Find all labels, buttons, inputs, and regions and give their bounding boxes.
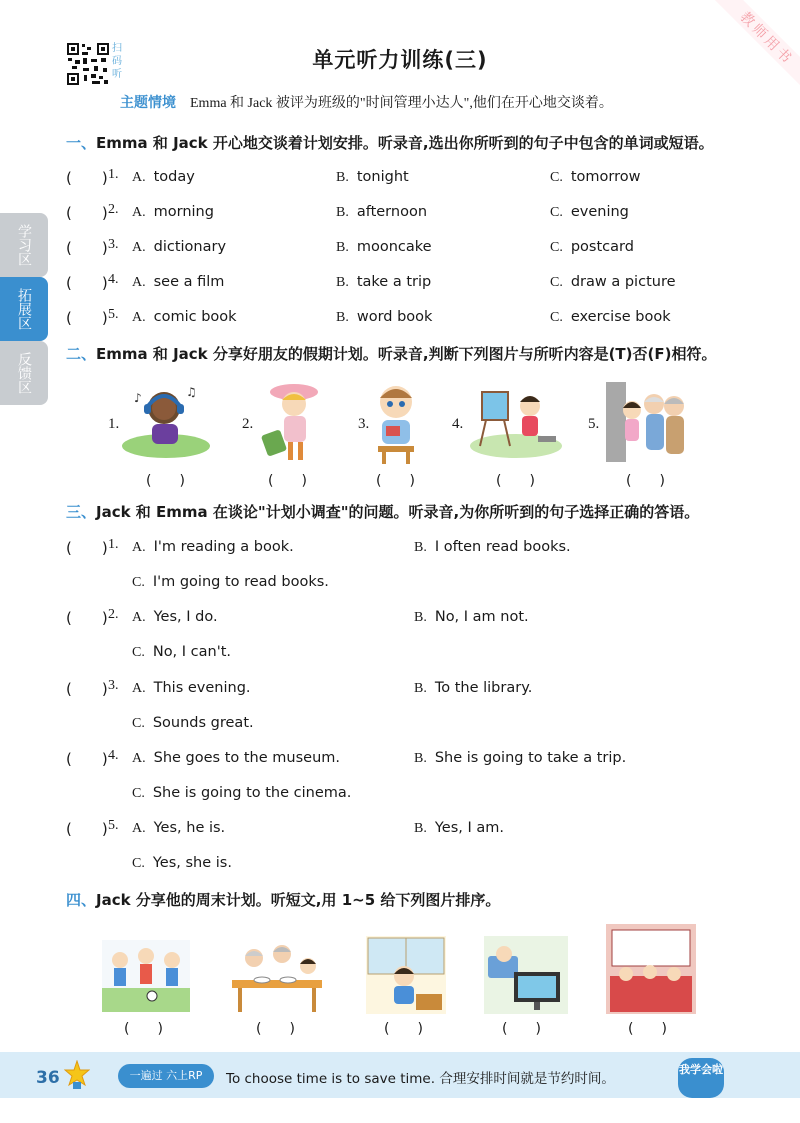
svg-text:♪: ♪ [134,391,142,405]
option-c: C. exercise book [550,309,671,325]
boy-at-home-icon [366,936,446,1014]
section1-instruction: Emma 和 Jack 开心地交谈着计划安排。听录音,选出你所听到的句子中包含的单词或短语。 [96,134,714,152]
question-number: 1. [108,167,119,182]
section3-item-c [66,642,766,664]
section1-number: 一、 [66,134,97,152]
answer-blank[interactable]: ( ) [256,1021,295,1037]
side-tab-extend[interactable]: 拓展区 [0,277,48,341]
answer-blank[interactable]: ( ) [146,473,185,489]
option-b: B. tonight [336,169,409,185]
answer-blank[interactable]: ( ) [502,1021,541,1037]
girl-painting-icon [468,384,564,462]
qr-label: 扫码听 [112,43,122,80]
option-c: C. No, I can't. [132,644,231,660]
answer-blank[interactable]: ( ) [66,539,108,557]
theme-label: 主题情境 [120,95,176,111]
answer-blank[interactable]: ( ) [66,274,108,292]
theme-text: Emma 和 Jack 被评为班级的"时间管理小达人",他们在开心地交谈着。 [190,96,613,111]
family-dinner-icon [228,940,326,1014]
answer-blank[interactable]: ( ) [384,1021,423,1037]
option-b: B. No, I am not. [414,609,529,625]
side-tab-feedback[interactable]: 反馈区 [0,341,48,405]
section3-item [66,818,766,840]
question-number: 1. [108,537,119,552]
section1-item [66,237,766,259]
section3-item [66,607,766,629]
answer-blank[interactable]: ( ) [628,1021,667,1037]
option-b: B. I often read books. [414,539,571,555]
boy-with-headphones-icon [120,382,212,462]
section4-instruction: Jack 分享他的周末计划。听短文,用 1~5 给下列图片排序。 [96,891,501,909]
answer-blank[interactable]: ( ) [268,473,307,489]
page-title: 单元听力训练(三) [312,48,488,72]
answer-blank[interactable]: ( ) [66,680,108,698]
option-c: C. Sounds great. [132,715,254,731]
option-b: B. afternoon [336,204,428,220]
picture-number: 1. [108,416,120,432]
option-b: B. Yes, I am. [414,820,504,836]
section1-item [66,202,766,224]
section3-item [66,537,766,559]
cinema-icon [606,924,696,1014]
question-number: 5. [108,818,119,833]
kids-playing-football-icon [102,940,190,1012]
option-a: A. dictionary [132,239,227,255]
question-number: 2. [108,202,119,217]
question-number: 3. [108,678,119,693]
done-badge[interactable]: 我学会啦 [678,1058,724,1098]
option-a: A. Yes, he is. [132,820,226,836]
section3-number: 三、 [66,503,97,521]
option-a: A. comic book [132,309,237,325]
section2-instruction: Emma 和 Jack 分享好朋友的假期计划。听录音,判断下列图片与所听内容是(T)否(F)相符。 [96,345,717,363]
option-c: C. evening [550,204,629,220]
theme-line [120,92,613,112]
section3-item-c [66,783,766,805]
svg-text:♫: ♫ [186,385,197,399]
picture-number: 4. [452,416,464,432]
option-a: A. She goes to the museum. [132,750,340,766]
section4-number: 四、 [66,891,97,909]
option-a: A. I'm reading a book. [132,539,294,555]
answer-blank[interactable]: ( ) [66,204,108,222]
section3-item [66,678,766,700]
girl-with-suitcase-icon [258,380,336,466]
question-number: 4. [108,748,119,763]
section1-item [66,307,766,329]
option-a: A. This evening. [132,680,251,696]
section3-heading [66,501,699,522]
answer-blank[interactable]: ( ) [66,309,108,327]
answer-blank[interactable]: ( ) [66,169,108,187]
boy-reading-icon [370,380,422,466]
section3-item [66,748,766,770]
option-b: B. She is going to take a trip. [414,750,627,766]
page-number: 36 [36,1068,60,1088]
answer-blank[interactable]: ( ) [66,820,108,838]
answer-blank[interactable]: ( ) [496,473,535,489]
answer-blank[interactable]: ( ) [66,609,108,627]
option-b: B. To the library. [414,680,533,696]
option-c: C. draw a picture [550,274,676,290]
section2-number: 二、 [66,345,97,363]
option-b: B. take a trip [336,274,432,290]
section3-item-c [66,853,766,875]
option-a: A. morning [132,204,214,220]
section3-item-c [66,572,766,594]
corner-badge [680,0,800,120]
watching-tv-icon [484,936,568,1014]
brand-pill: 一遍过 六上RP [118,1064,214,1088]
girl-visiting-grandparents-icon [604,382,688,464]
picture-number: 5. [588,416,600,432]
option-a: A. Yes, I do. [132,609,218,625]
section1-item [66,167,766,189]
answer-blank[interactable]: ( ) [124,1021,163,1037]
section1-item [66,272,766,294]
corner-badge-text: 教师用书 [700,0,800,105]
option-c: C. She is going to the cinema. [132,785,352,801]
section3-item-c [66,713,766,735]
side-tabs [0,213,48,405]
picture-number: 2. [242,416,254,432]
option-c: C. postcard [550,239,634,255]
option-a: A. today [132,169,195,185]
option-a: A. see a film [132,274,225,290]
picture-number: 3. [358,416,370,432]
question-number: 3. [108,237,119,252]
star-mascot-icon [64,1060,90,1090]
section3-instruction: Jack 和 Emma 在谈论"计划小调查"的问题。听录音,为你所听到的句子选择正确的答语。 [96,503,700,521]
answer-blank[interactable]: ( ) [66,750,108,768]
motto: To choose time is to save time. 合理安排时间就是节约时间。 [226,1071,615,1087]
section4-heading [66,889,500,910]
section2-heading [66,343,716,364]
side-tab-study[interactable]: 学习区 [0,213,48,277]
option-c: C. Yes, she is. [132,855,232,871]
option-b: B. word book [336,309,433,325]
question-number: 5. [108,307,119,322]
question-number: 2. [108,607,119,622]
section1-heading [66,132,714,153]
answer-blank[interactable]: ( ) [66,239,108,257]
option-c: C. I'm going to read books. [132,574,329,590]
option-c: C. tomorrow [550,169,641,185]
answer-blank[interactable]: ( ) [626,473,665,489]
question-number: 4. [108,272,119,287]
answer-blank[interactable]: ( ) [376,473,415,489]
option-b: B. mooncake [336,239,432,255]
